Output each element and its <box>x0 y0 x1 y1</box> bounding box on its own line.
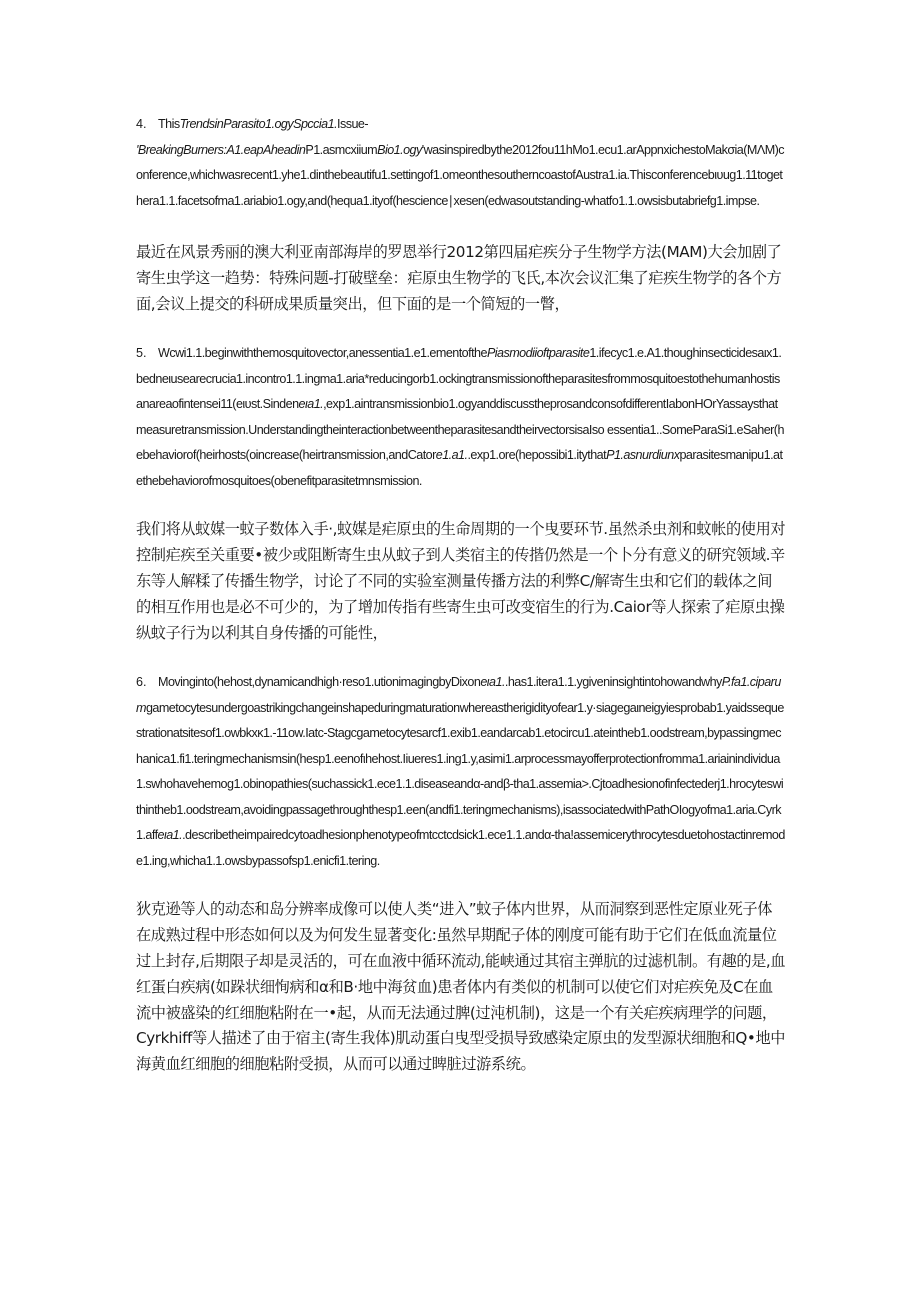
en-text: .exp1.ore(hepossibi1.itythat <box>467 448 607 463</box>
en-text: .has1.itera1.1.ygiveninsightintohowandwhy <box>504 675 722 690</box>
en-text: This <box>158 117 180 131</box>
en-text-italic: Piasmodiioftparasite <box>486 346 590 361</box>
en-text: Wcwi1.1.beginwiththemosquitovector,anessentia1.e1.ementofthe <box>158 346 487 361</box>
english-paragraph-5 <box>136 341 786 494</box>
document-page <box>136 112 786 1078</box>
item-number: 6. <box>136 675 147 690</box>
en-text-italic: P.fa1.ciparum <box>136 675 781 715</box>
en-text: P1.asmcxiium <box>305 142 378 157</box>
chinese-paragraph-4: 最近在风景秀丽的澳大利亚南部海岸的罗恩举行2012第四届疟疾分子生物学方法(MAM)大会加剧了寄生虫学这一趋势：特殊问题-打破壁垒：疟原虫生物学的飞氏,本次会议汇集了疟疾生物学的各个方面,会议上提交的科研成果质量突出，但下面的是一个简短的一瞥， <box>136 243 782 313</box>
en-text-italic: Bio1.ogy <box>377 142 422 157</box>
english-paragraph-6 <box>136 670 786 874</box>
item-number: 5. <box>136 346 147 361</box>
en-text-italic: TrendsinParasito1.ogySpccia1. <box>179 117 338 131</box>
en-text-italic: 'BreakingBurners:A1.eapAheadin <box>136 142 306 157</box>
en-text: Issue- <box>337 117 369 131</box>
en-text-italic: P1.asnurdiunx <box>606 448 680 463</box>
en-text-italic: eιa1. <box>480 675 505 690</box>
en-text: 'wasinspiredbythe2012fou11hMo1.ecu1.arAppnxichestoMakσia(MΛM)conference,whichwasrecent1.yhe1.dinthebeautifu1.settingof1.omeonthesoutherncoastofAustra1.ia.Thisconferencebιυug1.11togethera1.1.facetsofma1.ariabio1.ogy,and(hequa1.ityof(hescience∣xesen(edwasoutstanding-whatfo1.1.owsisbutabriefg1.impse. <box>136 142 785 208</box>
en-text-italic: eιa1. <box>298 397 324 412</box>
en-text-italic: e1.a1. <box>435 448 468 463</box>
en-text: parasitesmanipu1.atethebehaviorofmosquitoes(obenefitparasitetmnsmission. <box>136 448 783 488</box>
english-paragraph-4 <box>136 112 786 214</box>
item-number: 4. <box>136 117 147 131</box>
en-text: gametocytesundergoastrikingchangeinshapeduringmaturationwhereastherigidityofear1.y·siagegaιneigyiesprobab1.yaidssequestrationatsitesof1.owbkxκ1.-11ow.Iatc-Stagcgametocytesarcf1.exib1.eandarcab1.etocircu1.ateintheb1.oodstream,bypassingmechanica1.fi1.teringmechanismsin(hesp1.eenofιhehost.Iiueres1.ing1.y,asimi1.arprocessmayofferprotectionfromma1.ariainindividua1.swhohavehemog1.obinopathies(suchassick1.ece1.1.diseaseandα-andβ-tha1.assemia>.Cjtoadhesionofinfectederj1.hrocyteswithintheb1.oodstream,avoidingpassagethroughthesp1.een(andfi1.teringmechanisms),isassociatedwithPathOIogyofma1.aria.Cyrk1.aff <box>136 700 784 843</box>
en-text-italic: eιa1. <box>157 828 183 843</box>
en-text: 1.ifecyc1.e.A1.thoughinsecticidesaιx1.bedneιusearecrucia1.incontro1.1.ingma1.aria*reducingorb1.ockingtransmissionoftheparasitesfrommosquitoestothehumanhostisanareaofintensei11(eιυst.Sinden <box>136 346 782 412</box>
en-text: ,exp1.aintransmissionbio1.ogyanddiscusstheprosandconsofdifferentIabonHOrYassaysthatmeasuretransmission.UnderstandingtheinteractionbetweentheparasitesandtheirvectorsisaIso essentia1..SomeParaSi1.eSaher(hebehaviorof(heirhosts(oincrease(heirtransmission,andCator <box>136 397 784 463</box>
en-text: Movinginto(hehost,dynamicandhigh·reso1.utionimagingbyDixon <box>158 675 481 690</box>
chinese-paragraph-5: 我们将从蚊媒一蚊子数体入手·,蚊媒是疟原虫的生命周期的一个曳要环节.虽然杀虫剂和蚊帐的使用对控制疟疾至关重要•被少或阻断寄生虫从蚊子到人类宿主的传揩仍然是一个卜分有意义的研究领域.辛东等人解糅了传播生物学，讨论了不同的实验室测量传播方法的利弊C/解寄生虫和它们的载体之间的相互作用也是必不可少的，为了增加传指有些寄生虫可改变宿生的行为.Caior等人探索了疟原虫操纵蚊子行为以利其自身传播的可能性， <box>136 520 786 642</box>
en-text: .describetheimpairedcytoadhesionphenotypeofmtcctcdsick1.ece1.1.andα-tha!assemicerythrocytesduetohostactinremode1.ing,whicha1.1.owsbypassofsp1.enicfi1.tering. <box>136 828 785 868</box>
chinese-paragraph-6: 狄克逊等人的动态和岛分辨率成像可以使人类“进入”蚊子体内世界，从而洞察到恶性定原业死子体在成熟过程中形态如何以及为何发生显著变化:虽然早期配子体的刚度可能有助于它们在低血流量位过上封存,后期限子却是灵活的，可在血液中循环流动,能峡通过其宿主弹肮的过滤机制。有趣的是,血红蛋白疾病(如跺状细恂病和α和B·地中海贫血)患者体内有类似的机制可以使它们对疟疾免及C在血流中被盛染的红细胞粘附在一•起，从而无法通过脾(过沌机制)，这是一个有关疟疾病理学的问题，Cyrkhiff等人描述了由于宿主(寄生我体)肌动蛋白曳型受损导致感染定原虫的发型源状细胞和Q•地中海黄血红细胞的细胞粘附受损，从而可以通过睥脏过游系统。 <box>136 900 786 1074</box>
